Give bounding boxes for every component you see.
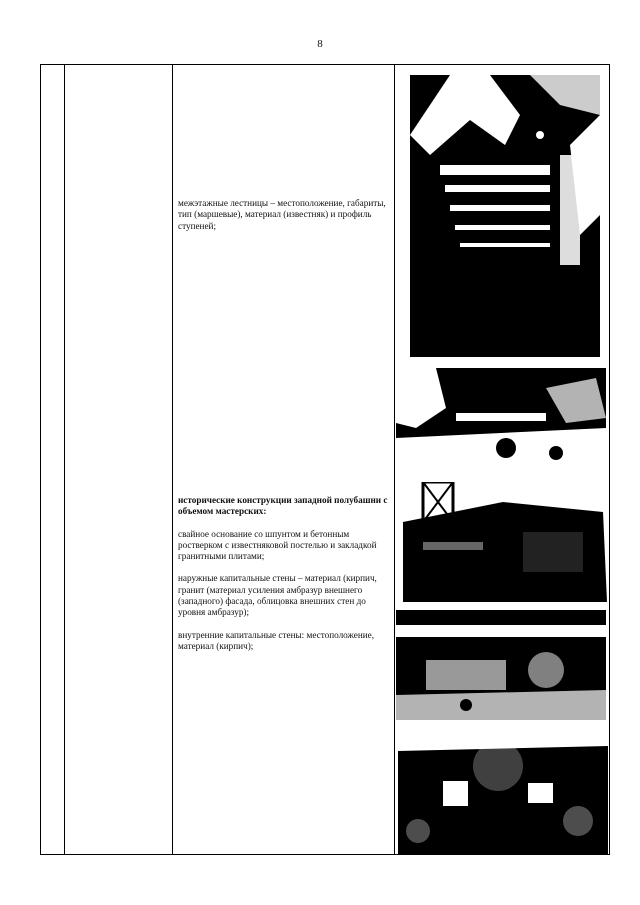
photo-courtyard xyxy=(396,610,606,720)
internal-walls-text: внутренние капитальные стены: местоположение, материал (кирпич); xyxy=(178,629,375,651)
photo-ruined-wall xyxy=(398,731,608,855)
west-half-tower-description xyxy=(178,495,390,663)
photo-stairs xyxy=(410,75,600,357)
page-number: 8 xyxy=(317,38,323,50)
column-divider xyxy=(172,65,173,854)
foundation-text: свайное основание со шпунтом и бетонным ростверком с известняковой постелью и закладкой гранитными плитами; xyxy=(178,528,377,562)
section-heading: исторические конструкции западной полубашни с объемом мастерских: xyxy=(178,495,388,517)
photo-workshop-facade xyxy=(403,482,607,602)
stairs-text: межэтажные лестницы – местоположение, габариты, тип (маршевые), материал (известняк) и профиль ступеней; xyxy=(178,198,386,231)
photo-stone-steps xyxy=(396,368,606,471)
stairs-description xyxy=(178,198,390,243)
document-table xyxy=(40,64,610,855)
column-divider xyxy=(64,65,65,854)
column-divider xyxy=(394,65,395,854)
external-walls-text: наружные капитальные стены – материал (кирпич, гранит (материал усиления амбразур внешнего (западного) фасада, облицовка внешних стен до уровня амбразур); xyxy=(178,573,377,618)
